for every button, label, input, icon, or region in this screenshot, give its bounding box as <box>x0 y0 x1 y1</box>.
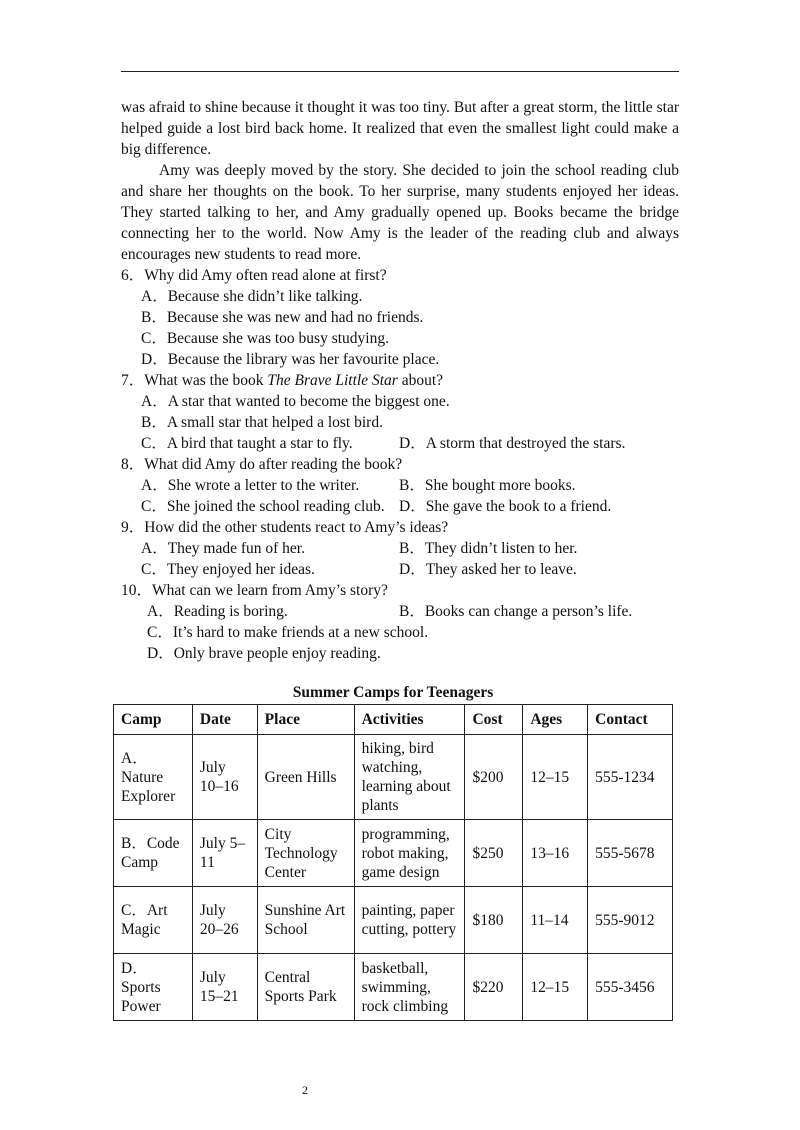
option-a: A．She wrote a letter to the writer. <box>141 477 360 494</box>
cell-cost: $180 <box>465 887 523 954</box>
option-d: D．She gave the book to a friend. <box>399 498 612 515</box>
option-b: B．A small star that helped a lost bird. <box>141 414 383 431</box>
column-header-camp: Camp <box>114 705 193 735</box>
cell-camp: B．Code Camp <box>114 820 193 887</box>
option-row <box>121 496 679 517</box>
question-9 <box>121 517 679 580</box>
cell-date: July 15–21 <box>192 954 257 1021</box>
option-c: C．A bird that taught a star to fly. <box>141 435 353 452</box>
option-b: B．Because she was new and had no friends. <box>141 309 424 326</box>
option-b: B．Books can change a person’s life. <box>399 603 633 620</box>
cell-activities: painting, paper cutting, pottery <box>354 887 465 954</box>
question-10 <box>121 580 679 664</box>
question-stem: 10．What can we learn from Amy’s story? <box>121 582 388 599</box>
book-title: The Brave Little Star <box>267 372 398 389</box>
cell-camp: C．Art Magic <box>114 887 193 954</box>
option-c: C．She joined the school reading club. <box>141 498 385 515</box>
option-a: A．Because she didn’t like talking. <box>141 288 363 305</box>
cell-cost: $220 <box>465 954 523 1021</box>
option-d: D．Because the library was her favourite place. <box>141 351 440 368</box>
column-header-ages: Ages <box>523 705 588 735</box>
cell-date: July 10–16 <box>192 735 257 820</box>
cell-date: July 20–26 <box>192 887 257 954</box>
question-8 <box>121 454 679 517</box>
cell-place: Sunshine Art School <box>257 887 354 954</box>
column-header-place: Place <box>257 705 354 735</box>
question-stem: 8．What did Amy do after reading the book? <box>121 456 403 473</box>
table-row <box>114 735 673 820</box>
column-header-contact: Contact <box>588 705 673 735</box>
option-b: B．She bought more books. <box>399 477 576 494</box>
cell-activities: programming, robot making, game design <box>354 820 465 887</box>
cell-place: Central Sports Park <box>257 954 354 1021</box>
page-number: 2 <box>302 1083 308 1097</box>
header-rule <box>121 71 679 72</box>
cell-ages: 11–14 <box>523 887 588 954</box>
option-d: D．A storm that destroyed the stars. <box>399 435 626 452</box>
option-a: A．They made fun of her. <box>141 540 305 557</box>
cell-place: City Technology Center <box>257 820 354 887</box>
summer-camps-table <box>113 704 673 1021</box>
option-row <box>121 601 679 622</box>
column-header-activities: Activities <box>354 705 465 735</box>
question-7 <box>121 370 679 454</box>
column-header-cost: Cost <box>465 705 523 735</box>
passage-paragraph-2: Amy was deeply moved by the story. She decided to join the school reading club and share her thoughts on the book. To her surprise, many students enjoyed her ideas. They started talking to her, and Amy gradually opened up. Books became the bridge connecting her to the world. Now Amy is the leader of the reading club and always encourages new students to read more. <box>121 162 679 263</box>
cell-ages: 12–15 <box>523 954 588 1021</box>
option-a: A．A star that wanted to become the biggest one. <box>141 393 450 410</box>
question-stem: 9．How did the other students react to Amy’s ideas? <box>121 519 449 536</box>
table-row <box>114 887 673 954</box>
stem-text: 7．What was the book <box>121 372 268 389</box>
cell-activities: basketball, swimming, rock climbing <box>354 954 465 1021</box>
option-a: A．Reading is boring. <box>147 603 288 620</box>
option-c: C．They enjoyed her ideas. <box>141 561 315 578</box>
cell-camp: D．Sports Power <box>114 954 193 1021</box>
option-row <box>121 433 679 454</box>
option-c: C．It’s hard to make friends at a new school. <box>147 624 429 641</box>
option-row <box>121 559 679 580</box>
cell-date: July 5–11 <box>192 820 257 887</box>
option-d: D．Only brave people enjoy reading. <box>147 645 381 662</box>
cell-contact: 555-5678 <box>588 820 673 887</box>
option-d: D．They asked her to leave. <box>399 561 577 578</box>
table-row <box>114 820 673 887</box>
option-b: B．They didn’t listen to her. <box>399 540 578 557</box>
cell-camp: A．Nature Explorer <box>114 735 193 820</box>
question-stem: 6．Why did Amy often read alone at first? <box>121 267 387 284</box>
question-6 <box>121 265 679 370</box>
page-content <box>121 97 679 664</box>
cell-ages: 13–16 <box>523 820 588 887</box>
option-row <box>121 538 679 559</box>
cell-ages: 12–15 <box>523 735 588 820</box>
option-row <box>121 475 679 496</box>
option-c: C．Because she was too busy studying. <box>141 330 389 347</box>
cell-place: Green Hills <box>257 735 354 820</box>
passage-paragraph-1: was afraid to shine because it thought it was too tiny. But after a great storm, the little star helped guide a lost bird back home. It realized that even the smallest light could make a big difference. <box>121 99 679 158</box>
cell-activities: hiking, bird watching, learning about plants <box>354 735 465 820</box>
table-header-row <box>114 705 673 735</box>
cell-contact: 555-9012 <box>588 887 673 954</box>
cell-contact: 555-1234 <box>588 735 673 820</box>
question-stem <box>121 370 679 391</box>
cell-cost: $250 <box>465 820 523 887</box>
table-title: Summer Camps for Teenagers <box>292 684 494 701</box>
stem-text: about? <box>397 372 444 389</box>
column-header-date: Date <box>192 705 257 735</box>
cell-contact: 555-3456 <box>588 954 673 1021</box>
cell-cost: $200 <box>465 735 523 820</box>
table-row <box>114 954 673 1021</box>
